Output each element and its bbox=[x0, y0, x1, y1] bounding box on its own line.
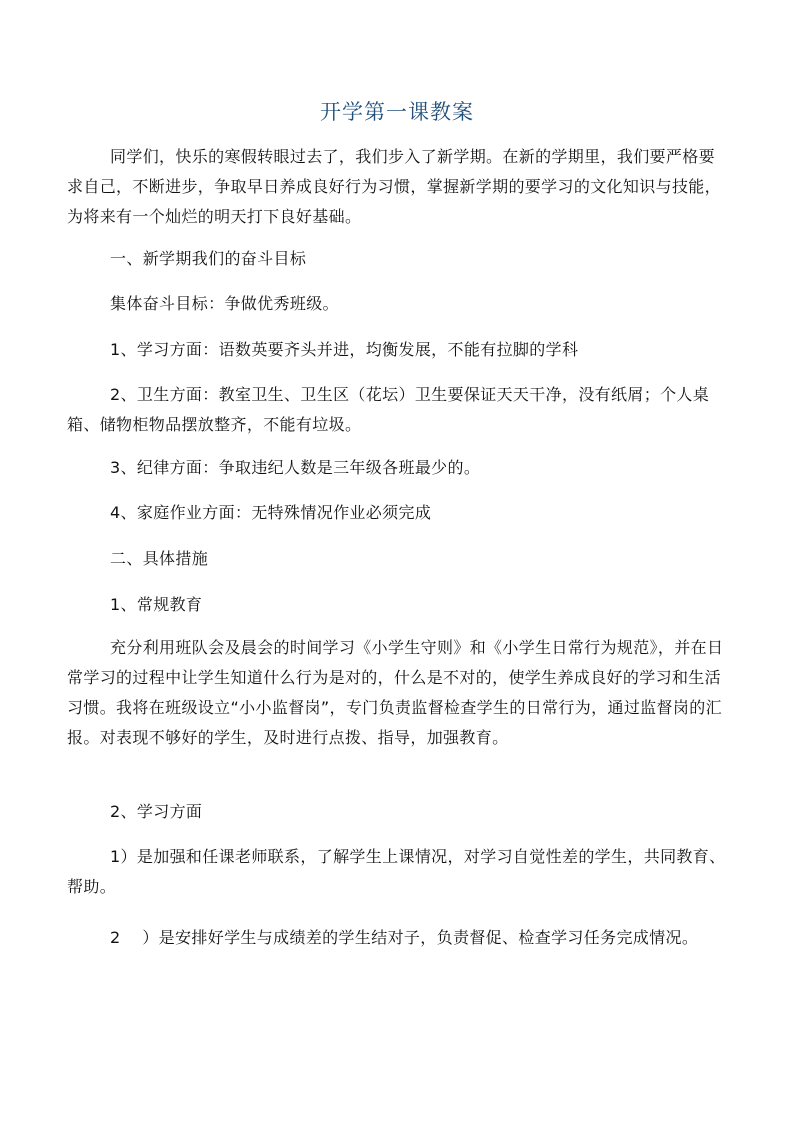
measure-study-heading: 2、学习方面 bbox=[110, 802, 203, 821]
measure-study-item-2: 2 ）是安排好学生与成绩差的学生结对子，负责督促、检查学习任务完成情况。 bbox=[110, 928, 699, 947]
measure-routine-paragraph: 充分利用班队会及晨会的时间学习《小学生守则》和《小学生日常行为规范》，并在日常学习的过程中让学生知道什么行为是对的，什么是不对的，使学生养成良好的学习和生活习惯。我将在班级设立“小小监督岗”，专门负责监督检查学生的日常行为，通过监督岗的汇报。对表现不够好的学生，及时进行点拨、指导，加强教育。 bbox=[67, 638, 724, 747]
goal-study: 1、学习方面：语数英要齐头并进，均衡发展，不能有拉脚的学科 bbox=[110, 340, 579, 359]
section-heading-goals: 一、新学期我们的奋斗目标 bbox=[110, 249, 307, 268]
goal-hygiene: 2、卫生方面：教室卫生、卫生区（花坛）卫生要保证天天干净，没有纸屑；个人桌箱、储物柜物品摆放整齐，不能有垃圾。 bbox=[67, 385, 710, 434]
section-heading-measures: 二、具体措施 bbox=[110, 549, 209, 568]
measure-study-item-1: 1）是加强和任课老师联系，了解学生上课情况，对学习自觉性差的学生，共同教育、帮助。 bbox=[67, 847, 726, 896]
goal-homework: 4、家庭作业方面：无特殊情况作业必须完成 bbox=[110, 503, 432, 522]
goal-discipline: 3、纪律方面：争取违纪人数是三年级各班最少的。 bbox=[110, 458, 481, 477]
document-title: 开学第一课教案 bbox=[320, 100, 474, 124]
intro-paragraph: 同学们，快乐的寒假转眼过去了，我们步入了新学期。在新的学期里，我们要严格要求自己，不断进步，争取早日养成良好行为习惯，掌握新学期的要学习的文化知识与技能，为将来有一个灿烂的明天打下良好基础。 bbox=[67, 147, 722, 226]
collective-goal: 集体奋斗目标：争做优秀班级。 bbox=[110, 294, 339, 313]
measure-routine-heading: 1、常规教育 bbox=[110, 595, 203, 614]
